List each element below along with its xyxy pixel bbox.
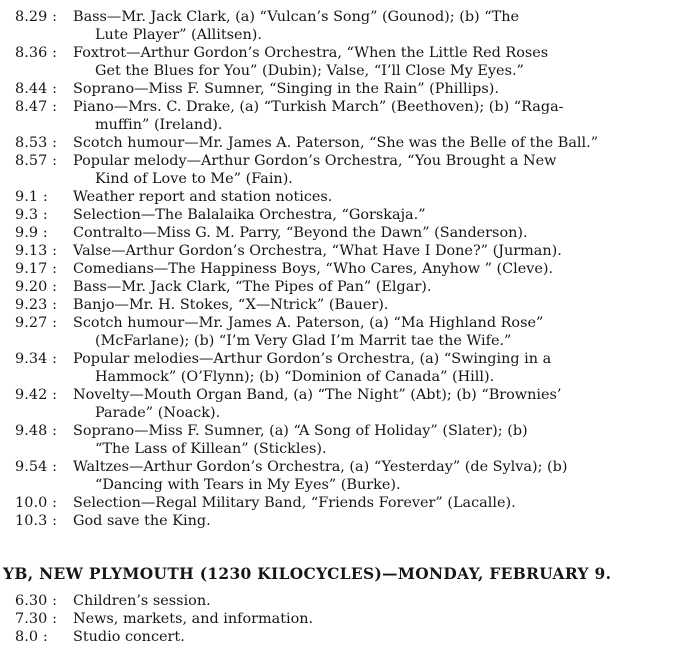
entry-description (73, 458, 693, 494)
entry-description (73, 242, 693, 260)
entry-description (73, 152, 693, 188)
entry-description (73, 8, 693, 44)
entry-description (73, 350, 693, 386)
entry-time (3, 422, 73, 440)
entry-line: Studio concert. (73, 629, 185, 645)
entry-line: Weather report and station notices. (73, 189, 333, 205)
entry-time (3, 628, 73, 646)
programme-entry (3, 134, 693, 152)
entry-time-value: 10.3 (15, 513, 48, 529)
entry-description (73, 592, 693, 610)
entry-line: Foxtrot—Arthur Gordon’s Orchestra, “When the Little Red Roses (73, 45, 549, 61)
entry-time (3, 296, 73, 314)
entry-description (73, 512, 693, 530)
entry-line: muffin” (Ireland). (95, 117, 223, 133)
time-separator: : (47, 351, 58, 367)
entry-time-value: 6.30 (15, 593, 48, 609)
entry-time (3, 260, 73, 278)
programme-entry (3, 152, 693, 188)
entry-time (3, 610, 73, 628)
time-separator: : (47, 513, 58, 529)
entry-time-value: 9.27 (15, 315, 48, 331)
entry-time (3, 206, 73, 224)
entry-line: Comedians—The Happiness Boys, “Who Cares, Anyhow ” (Cleve). (73, 261, 554, 277)
entry-description (73, 296, 693, 314)
programme-entry (3, 278, 693, 296)
entry-time-value: 10.0 (15, 495, 48, 511)
entry-time (3, 350, 73, 368)
entry-line: Contralto—Miss G. M. Parry, “Beyond the Dawn” (Sanderson). (73, 225, 528, 241)
entry-line: Soprano—Miss F. Sumner, “Singing in the Rain” (Phillips). (73, 81, 499, 97)
entry-line: Scotch humour—Mr. James A. Paterson, “She was the Belle of the Ball.” (73, 135, 599, 151)
programme-entry (3, 224, 693, 242)
programme-entry (3, 260, 693, 278)
time-separator: : (47, 261, 58, 277)
entry-line: Soprano—Miss F. Sumner, (a) “A Song of Holiday” (Slater); (b) (73, 423, 528, 439)
time-separator: : (47, 81, 58, 97)
entry-time-value: 9.48 (15, 423, 48, 439)
entry-line: Piano—Mrs. C. Drake, (a) “Turkish March” (Beethoven); (b) “Raga- (73, 99, 564, 115)
entry-description (73, 386, 693, 422)
entry-line: Parade” (Noack). (95, 405, 221, 421)
time-separator: : (47, 243, 58, 259)
entry-line: Bass—Mr. Jack Clark, (a) “Vulcan’s Song” (Gounod); (b) “The (73, 9, 519, 25)
programme-entry (3, 242, 693, 260)
entry-time (3, 98, 73, 116)
entry-time-value: 9.13 (15, 243, 48, 259)
programme-entry (3, 80, 693, 98)
time-separator: : (47, 99, 58, 115)
entry-time-value: 8.44 (15, 81, 48, 97)
entry-time-value: 9.17 (15, 261, 48, 277)
entry-description (73, 260, 693, 278)
entry-time (3, 134, 73, 152)
entry-line: Children’s session. (73, 593, 211, 609)
entry-description (73, 80, 693, 98)
entry-time-value: 7.30 (15, 611, 48, 627)
entry-time-value: 9.23 (15, 297, 48, 313)
entry-line: News, markets, and information. (73, 611, 314, 627)
programme-entry (3, 386, 693, 422)
programme-entry (3, 494, 693, 512)
entry-line: Bass—Mr. Jack Clark, “The Pipes of Pan” (Elgar). (73, 279, 432, 295)
entry-time (3, 592, 73, 610)
time-separator: : (38, 207, 48, 223)
entry-time (3, 242, 73, 260)
entry-description (73, 610, 693, 628)
entry-description (73, 206, 693, 224)
entry-line: Popular melody—Arthur Gordon’s Orchestra, “You Brought a New (73, 153, 557, 169)
time-separator: : (47, 153, 58, 169)
entry-line: Selection—The Balalaika Orchestra, “Gorskaja.” (73, 207, 426, 223)
entry-time (3, 224, 73, 242)
entry-description (73, 494, 693, 512)
programme-entry (3, 512, 693, 530)
entry-description (73, 278, 693, 296)
time-separator: : (47, 387, 58, 403)
programme-entry (3, 98, 693, 134)
entry-line: Waltzes—Arthur Gordon’s Orchestra, (a) “Yesterday” (de Sylva); (b) (73, 459, 568, 475)
entry-line: Novelty—Mouth Organ Band, (a) “The Night” (Abt); (b) “Brownies’ (73, 387, 562, 403)
time-separator: : (38, 629, 48, 645)
time-separator: : (38, 225, 48, 241)
programme-entry (3, 628, 693, 646)
entry-line: Kind of Love to Me” (Fain). (95, 171, 293, 187)
entry-line: Valse—Arthur Gordon’s Orchestra, “What Have I Done?” (Jurman). (73, 243, 562, 259)
entry-time-value: 8.29 (15, 9, 48, 25)
entry-line: Selection—Regal Military Band, “Friends Forever” (Lacalle). (73, 495, 516, 511)
programme-entry (3, 296, 693, 314)
entry-time-value: 8.36 (15, 45, 48, 61)
entry-description (73, 188, 693, 206)
programme-entry (3, 610, 693, 628)
entry-line: Banjo—Mr. H. Stokes, “X—Ntrick” (Bauer). (73, 297, 389, 313)
entry-line: “The Lass of Killean” (Stickles). (95, 441, 327, 457)
entry-line: Hammock” (O’Flynn); (b) “Dominion of Canada” (Hill). (95, 369, 495, 385)
entry-time-value: 9.54 (15, 459, 48, 475)
time-separator: : (47, 495, 58, 511)
programme-entry (3, 422, 693, 458)
entry-description (73, 134, 693, 152)
time-separator: : (47, 9, 58, 25)
entry-time-value: 8.53 (15, 135, 48, 151)
entry-time-value: 8.57 (15, 153, 48, 169)
entry-description (73, 44, 693, 80)
entry-time (3, 80, 73, 98)
entry-time (3, 386, 73, 404)
programme-entry (3, 8, 693, 44)
entry-description (73, 628, 693, 646)
time-separator: : (47, 45, 58, 61)
entry-description (73, 422, 693, 458)
entry-time (3, 314, 73, 332)
entry-line: Popular melodies—Arthur Gordon’s Orchestra, (a) “Swinging in a (73, 351, 552, 367)
time-separator: : (47, 459, 58, 475)
entry-line: “Dancing with Tears in My Eyes” (Burke). (95, 477, 401, 493)
programme-entry (3, 206, 693, 224)
time-separator: : (38, 189, 48, 205)
entry-time-value: 8.47 (15, 99, 48, 115)
entry-time (3, 494, 73, 512)
programme-entry (3, 592, 693, 610)
time-separator: : (47, 297, 58, 313)
entry-line: Get the Blues for You” (Dubin); Valse, “I’ll Close My Eyes.” (95, 63, 524, 79)
entry-time-value: 8.0 (15, 629, 39, 645)
entry-time (3, 512, 73, 530)
time-separator: : (47, 593, 58, 609)
entry-line: Scotch humour—Mr. James A. Paterson, (a) “Ma Highland Rose” (73, 315, 544, 331)
entry-time (3, 152, 73, 170)
entry-time (3, 44, 73, 62)
entry-time-value: 9.42 (15, 387, 48, 403)
programme-entry (3, 350, 693, 386)
time-separator: : (47, 611, 58, 627)
entry-time (3, 278, 73, 296)
entry-description (73, 98, 693, 134)
time-separator: : (47, 315, 58, 331)
entry-description (73, 224, 693, 242)
station-heading: YB, NEW PLYMOUTH (1230 KILOCYCLES)—MONDAY, FEBRUARY 9. (3, 565, 612, 583)
programme-entry (3, 188, 693, 206)
entry-line: Lute Player” (Allitsen). (95, 27, 262, 43)
programme-entry (3, 458, 693, 494)
entry-time (3, 188, 73, 206)
programme-entry (3, 314, 693, 350)
entry-time (3, 458, 73, 476)
time-separator: : (47, 279, 58, 295)
time-separator: : (47, 423, 58, 439)
entry-time-value: 9.20 (15, 279, 48, 295)
entry-line: (McFarlane); (b) “I’m Very Glad I’m Marrit tae the Wife.” (95, 333, 512, 349)
time-separator: : (47, 135, 58, 151)
entry-time-value: 9.1 (15, 189, 39, 205)
entry-time-value: 9.3 (15, 207, 39, 223)
programme-listing-2 (3, 592, 693, 646)
entry-line: God save the King. (73, 513, 211, 529)
entry-time-value: 9.34 (15, 351, 48, 367)
programme-entry (3, 44, 693, 80)
entry-time-value: 9.9 (15, 225, 39, 241)
programme-listing (3, 8, 693, 530)
entry-time (3, 8, 73, 26)
entry-description (73, 314, 693, 350)
